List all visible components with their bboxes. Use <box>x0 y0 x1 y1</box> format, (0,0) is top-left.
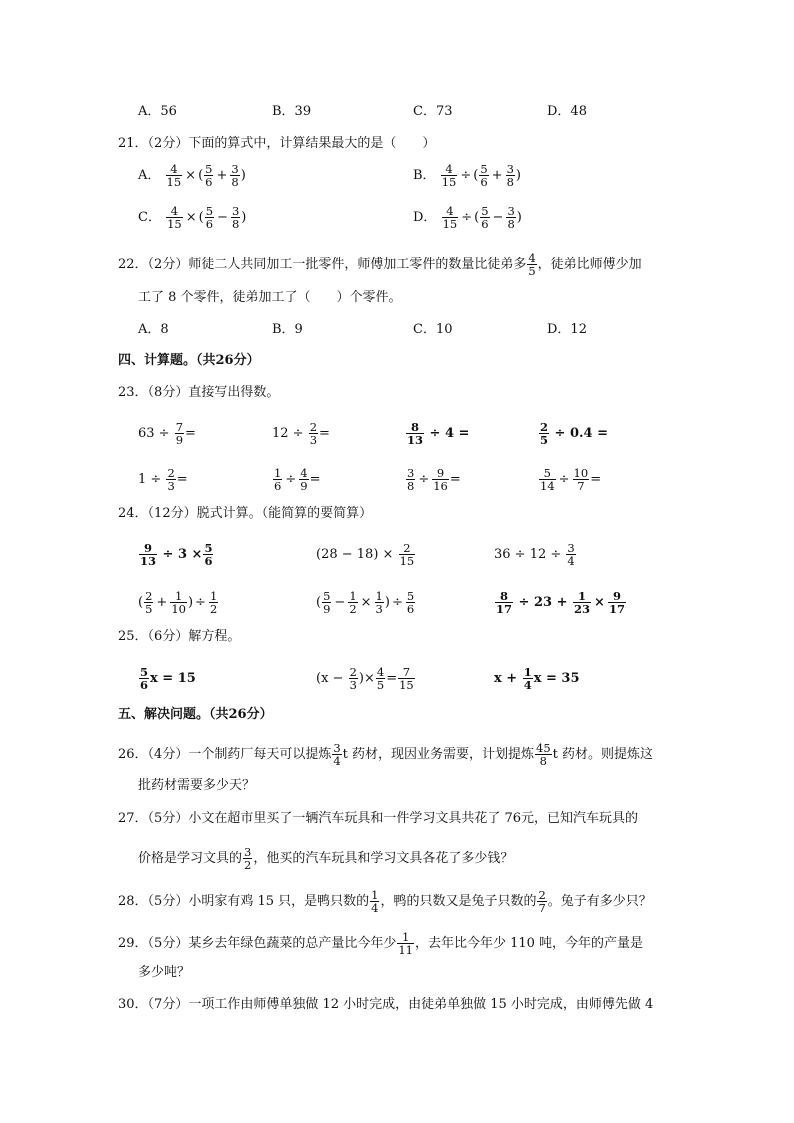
q23-expr-5 <box>138 467 188 492</box>
fraction <box>332 742 341 767</box>
denominator: 3 <box>167 479 175 493</box>
numerator: 9 <box>432 467 449 480</box>
numerator: 4 <box>376 665 385 679</box>
denominator: 8 <box>507 217 515 231</box>
fraction <box>506 205 515 230</box>
text-segment: = <box>176 472 188 487</box>
denominator: 15 <box>399 554 415 568</box>
q29-stem-line2: 多少吨？ <box>138 965 191 980</box>
q21-option-b: B． $\frac{4}{15}$ ÷ ( $\frac{5}{6}$ + $\frac{3}{8}$ ) <box>413 162 521 189</box>
numerator: 3 <box>231 204 240 218</box>
numerator: 2 <box>309 420 318 434</box>
numerator: 1 <box>209 589 218 603</box>
fraction <box>573 467 590 492</box>
numerator: 2 <box>538 888 546 902</box>
text-segment: × <box>185 168 197 183</box>
numerator: 1 <box>397 931 414 944</box>
q26-stem <box>118 742 653 767</box>
q23-expr-2 <box>272 421 330 446</box>
q24-expr-5: ( $\frac{5}{9}$ − $\frac{1}{2}$ × $\frac{1}{3}$ ) ÷ $\frac{5}{6}$ <box>316 589 415 616</box>
denominator: 4 <box>567 554 575 568</box>
fraction <box>166 205 183 230</box>
numerator: 1 <box>170 590 187 603</box>
q22-option-b: B．9 <box>272 322 303 337</box>
denominator: 3 <box>309 433 318 447</box>
q22-option-c: C．10 <box>413 322 453 337</box>
text-segment: − <box>217 210 228 225</box>
text-segment: ÷ 23 + <box>518 595 568 610</box>
text-segment: 1 ÷ <box>138 472 162 487</box>
text-segment: 26．（4分）一个制药厂每天可以提炼 <box>118 747 332 762</box>
fraction <box>537 889 546 914</box>
text-segment: ÷ 0.4 = <box>554 426 609 441</box>
denominator: 5 <box>540 433 549 447</box>
fraction <box>406 421 424 446</box>
section-heading-calc: 四、计算题。（共26分） <box>118 353 260 368</box>
text-segment: (28 − 18) × <box>316 547 394 562</box>
denominator: 13 <box>407 433 424 447</box>
fraction <box>166 467 175 492</box>
denominator: 9 <box>300 479 308 493</box>
numerator: 5 <box>140 665 149 679</box>
fraction <box>375 590 384 615</box>
denominator: 8 <box>539 754 547 768</box>
numerator: 1 <box>523 665 532 679</box>
text-segment: − <box>334 595 346 610</box>
q24-stem: 24．（12分）脱式计算。（能简算的要简算） <box>118 506 373 521</box>
denominator: 5 <box>376 678 385 692</box>
numerator: 10 <box>573 466 589 480</box>
denominator: 6 <box>205 175 213 189</box>
denominator: 6 <box>274 479 282 493</box>
fraction <box>397 931 414 956</box>
denominator: 9 <box>175 433 184 447</box>
q24-expr-3 <box>494 542 577 567</box>
denominator: 13 <box>140 554 157 568</box>
fraction <box>506 163 515 188</box>
option-letter: B． <box>413 168 436 183</box>
fraction <box>527 252 536 277</box>
denominator: 8 <box>407 479 415 493</box>
denominator: 4 <box>523 678 532 692</box>
numerator: 3 <box>407 466 415 480</box>
text-segment: ÷ <box>461 210 473 225</box>
option-letter: D． <box>413 210 437 225</box>
text-segment: ÷ 3 × <box>162 547 203 562</box>
text-segment: ÷ <box>558 472 570 487</box>
text-segment: + <box>156 595 168 610</box>
numerator: 8 <box>406 421 424 434</box>
denominator: 15 <box>399 678 414 692</box>
q20-option-b: B．39 <box>272 104 312 119</box>
fraction <box>243 846 252 871</box>
fraction <box>166 163 183 188</box>
numerator: 5 <box>205 204 214 218</box>
numerator: 1 <box>371 888 379 902</box>
q28-stem <box>118 889 652 914</box>
q21-option-a: A． $\frac{4}{15}$ × ( $\frac{5}{6}$ + $\frac{3}{8}$ ) <box>138 162 246 189</box>
numerator: 2 <box>349 665 357 679</box>
text-segment: ，鸭的只数又是兔子只数的 <box>380 894 537 909</box>
q26-stem-line2: 批药材需要多少天？ <box>138 778 256 793</box>
fraction <box>406 590 415 615</box>
text-segment: 28．（5分）小明家有鸡 15 只，是鸭只数的 <box>118 894 370 909</box>
numerator: 5 <box>481 204 489 218</box>
denominator: 6 <box>205 217 214 231</box>
fraction <box>479 163 488 188</box>
denominator: 7 <box>577 479 585 493</box>
fraction <box>573 590 591 615</box>
fraction <box>535 742 552 767</box>
fraction <box>539 467 556 492</box>
denominator: 9 <box>323 602 331 616</box>
q20-option-c: C．73 <box>413 104 453 119</box>
text-segment: ÷ <box>285 472 297 487</box>
denominator: 15 <box>166 175 182 189</box>
text-segment: )× <box>358 671 375 686</box>
fraction <box>523 666 533 691</box>
text-segment: 。兔子有多少只？ <box>547 894 652 909</box>
denominator: 4 <box>371 901 379 915</box>
fraction <box>175 421 184 446</box>
numerator: 5 <box>205 162 213 176</box>
numerator: 4 <box>300 466 308 480</box>
denominator: 10 <box>171 602 186 616</box>
text-segment: 12 ÷ <box>272 426 304 441</box>
fraction <box>441 163 458 188</box>
q23-expr-4 <box>538 421 608 446</box>
fraction <box>349 666 358 691</box>
option-letter: C． <box>138 210 161 225</box>
fraction <box>376 666 385 691</box>
q22-option-d: D．12 <box>547 322 587 337</box>
text-segment: + <box>491 168 503 183</box>
fraction <box>370 889 379 914</box>
text-segment: = <box>386 671 398 686</box>
numerator: 2 <box>399 542 416 555</box>
denominator: 4 <box>333 754 341 768</box>
numerator: 9 <box>608 590 626 603</box>
q27-stem: 27．（5分）小文在超市里买了一辆汽车玩具和一件学习文具共花了 76元，已知汽车玩具的 <box>118 811 638 826</box>
denominator: 15 <box>442 217 458 231</box>
text-segment: 29．（5分）某乡去年绿色蔬菜的总产量比今年少 <box>118 936 397 951</box>
fraction <box>203 542 213 567</box>
q23-expr-1 <box>138 421 196 446</box>
q25-equation-3 <box>494 666 580 691</box>
denominator: 6 <box>480 175 488 189</box>
numerator: 9 <box>139 542 157 555</box>
fraction <box>231 205 240 230</box>
fraction <box>406 467 415 492</box>
text-segment: = <box>185 426 196 441</box>
text-segment: 价格是学习文具的 <box>138 851 243 866</box>
numerator: 4 <box>442 205 459 218</box>
denominator: 2 <box>244 858 252 872</box>
q24-expr-1 <box>138 542 214 567</box>
fraction <box>442 205 459 230</box>
fraction <box>170 590 187 615</box>
denominator: 6 <box>406 602 415 616</box>
text-segment: ，徒弟比师傅少加 <box>537 257 642 272</box>
numerator: 3 <box>244 845 252 859</box>
numerator: 5 <box>323 589 331 603</box>
q22-stem-line2: 工了 8 个零件，徒弟加工了（ ）个零件。 <box>138 290 402 305</box>
q24-expr-4: ( $\frac{2}{5}$ + $\frac{1}{10}$ ) ÷ $\frac{1}{2}$ <box>138 589 218 616</box>
numerator: 4 <box>441 163 458 176</box>
q27-stem-line2 <box>138 846 513 871</box>
denominator: 2 <box>349 602 357 616</box>
numerator: 2 <box>167 466 175 480</box>
text-segment: 36 ÷ 12 ÷ <box>494 547 562 562</box>
numerator: 1 <box>349 589 357 603</box>
fraction <box>432 467 449 492</box>
fraction <box>139 666 149 691</box>
fraction <box>230 163 239 188</box>
denominator: 17 <box>496 602 513 616</box>
numerator: 4 <box>166 163 183 176</box>
numerator: 4 <box>528 251 536 265</box>
q25-equation-1 <box>138 666 196 691</box>
denominator: 6 <box>204 554 213 568</box>
denominator: 5 <box>145 602 153 616</box>
text-segment: − <box>492 210 504 225</box>
denominator: 6 <box>481 217 489 231</box>
q25-stem: 25．（6分）解方程。 <box>118 629 241 644</box>
q20-option-a: A．56 <box>138 104 177 119</box>
text-segment: ，他买的汽车玩具和学习文具各花了多少钱？ <box>253 851 514 866</box>
q21-stem: 21．（2分）下面的算式中，计算结果最大的是（ ） <box>118 136 436 151</box>
text-segment: x = 35 <box>533 671 580 686</box>
section-heading-problems: 五、解决问题。（共26分） <box>118 707 273 722</box>
q23-expr-6 <box>272 467 320 492</box>
denominator: 15 <box>441 175 457 189</box>
fraction <box>139 542 157 567</box>
text-segment: + <box>216 168 228 183</box>
text-segment: ÷ <box>418 472 430 487</box>
q25-equation-2 <box>316 666 416 691</box>
numerator: 1 <box>375 589 383 603</box>
numerator: 7 <box>398 666 415 679</box>
text-segment: ÷ <box>460 168 472 183</box>
text-segment: × <box>594 595 605 610</box>
q23-expr-7 <box>405 467 461 492</box>
numerator: 3 <box>231 162 239 176</box>
fraction <box>608 590 626 615</box>
numerator: 5 <box>406 589 415 603</box>
fraction <box>204 163 213 188</box>
numerator: 3 <box>507 204 515 218</box>
q29-stem <box>118 931 643 956</box>
fraction <box>399 542 416 567</box>
denominator: 16 <box>433 479 448 493</box>
fraction <box>566 542 575 567</box>
numerator: 5 <box>539 467 556 480</box>
text-segment: × <box>360 595 372 610</box>
fraction <box>480 205 489 230</box>
denominator: 3 <box>349 678 357 692</box>
denominator: 11 <box>398 943 413 957</box>
text-segment: ，去年比今年少 110 吨，今年的产量是 <box>414 936 644 951</box>
fraction <box>348 590 357 615</box>
denominator: 15 <box>167 217 182 231</box>
text-segment: ÷ 4 = <box>429 426 470 441</box>
fraction <box>209 590 218 615</box>
denominator: 6 <box>140 678 149 692</box>
text-segment: (x − <box>316 671 344 686</box>
fraction <box>539 421 549 446</box>
denominator: 14 <box>540 479 555 493</box>
fraction <box>273 467 282 492</box>
fraction <box>299 467 308 492</box>
text-segment: 63 ÷ <box>138 426 170 441</box>
numerator: 5 <box>480 162 488 176</box>
fraction <box>205 205 214 230</box>
q23-expr-3 <box>405 421 469 446</box>
numerator: 3 <box>567 541 575 555</box>
q24-expr-2 <box>316 542 416 567</box>
numerator: 2 <box>540 420 549 434</box>
text-segment: = <box>449 472 461 487</box>
numerator: 7 <box>175 420 184 434</box>
q24-expr-6 <box>494 590 627 615</box>
numerator: 4 <box>166 205 183 218</box>
text-segment: = <box>309 472 321 487</box>
q20-option-d: D．48 <box>547 104 587 119</box>
fraction <box>398 666 415 691</box>
q21-option-c: C． $\frac{4}{15}$ × ( $\frac{5}{6}$ − $\frac{3}{8}$ ) <box>138 204 247 231</box>
text-segment: t 药材。则提炼这 <box>552 747 654 762</box>
fraction <box>144 590 153 615</box>
denominator: 7 <box>538 901 546 915</box>
fraction <box>495 590 513 615</box>
text-segment: t 药材，现因业务需要，计划提炼 <box>342 747 535 762</box>
fraction <box>309 421 318 446</box>
text-segment: = <box>319 426 330 441</box>
text-segment: ÷ <box>195 595 206 610</box>
denominator: 23 <box>574 602 591 616</box>
numerator: 8 <box>495 590 513 603</box>
denominator: 2 <box>209 602 218 616</box>
text-segment: x + <box>494 671 518 686</box>
denominator: 8 <box>231 217 240 231</box>
text-segment: x = 15 <box>150 671 196 686</box>
denominator: 8 <box>231 175 239 189</box>
numerator: 3 <box>333 741 341 755</box>
denominator: 17 <box>608 602 625 616</box>
text-segment: = <box>590 472 602 487</box>
q23-expr-8 <box>538 467 601 492</box>
q22-stem <box>118 252 642 277</box>
numerator: 2 <box>145 589 153 603</box>
numerator: 1 <box>573 590 591 603</box>
text-segment: ÷ <box>391 595 403 610</box>
numerator: 1 <box>274 466 282 480</box>
text-segment: × <box>185 210 197 225</box>
text-segment: 22．（2分）师徒二人共同加工一批零件，师傅加工零件的数量比徒弟多 <box>118 257 527 272</box>
numerator: 3 <box>506 162 514 176</box>
q30-stem: 30．（7分）一项工作由师傅单独做 12 小时完成，由徒弟单独做 15 小时完成，由师傅先做 4 <box>118 997 654 1012</box>
q21-option-d: D． $\frac{4}{15}$ ÷ ( $\frac{5}{6}$ − $\frac{3}{8}$ ) <box>413 204 522 231</box>
denominator: 5 <box>528 264 536 278</box>
denominator: 3 <box>375 602 383 616</box>
fraction <box>322 590 331 615</box>
numerator: 45 <box>536 741 551 755</box>
q22-option-a: A．8 <box>138 322 169 337</box>
q23-stem: 23．（8分）直接写出得数。 <box>118 385 280 400</box>
option-letter: A． <box>138 168 161 183</box>
denominator: 8 <box>506 175 514 189</box>
numerator: 5 <box>204 541 213 555</box>
